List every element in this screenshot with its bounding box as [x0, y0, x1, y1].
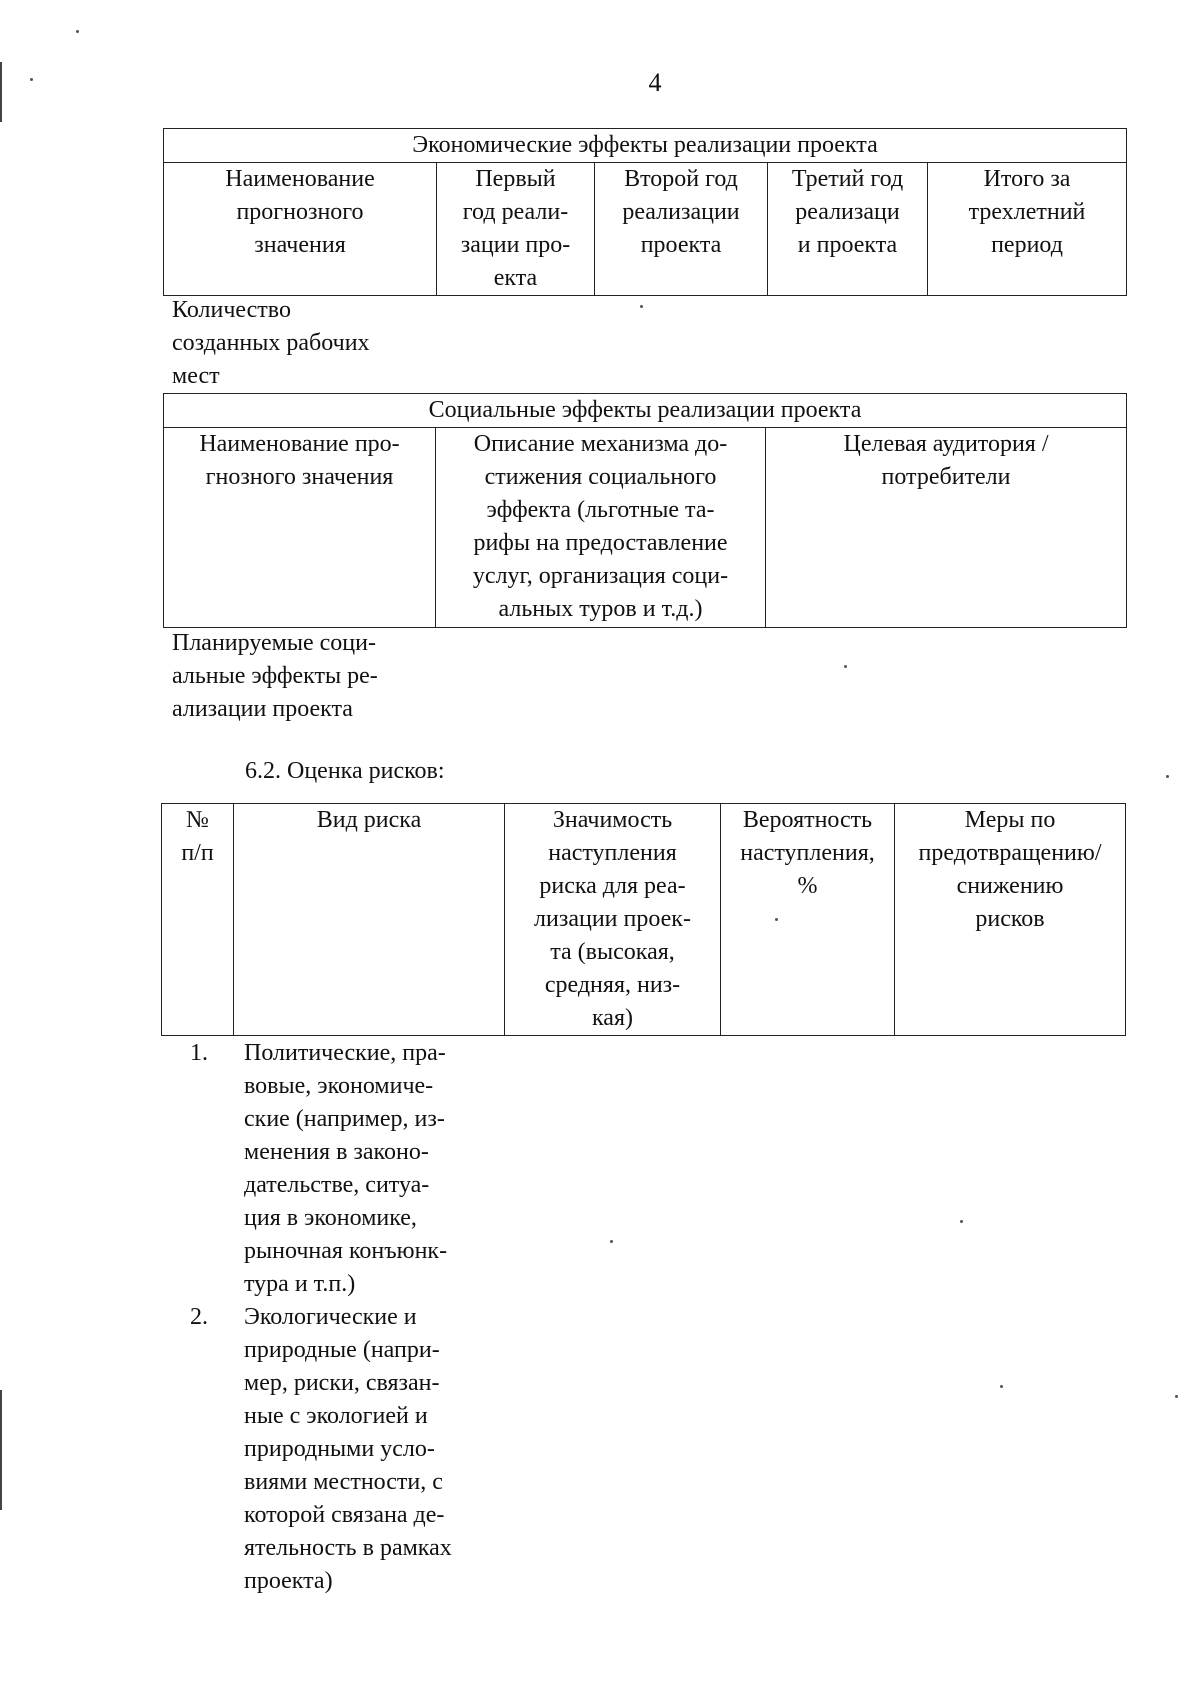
header-first-year: Первый год реали- зации про- екта — [437, 163, 595, 296]
scan-speck — [1166, 775, 1169, 778]
row-label-planned-social-effects: Планируемые соци- альные эффекты ре- ализации проекта — [172, 630, 378, 722]
scan-speck — [76, 30, 79, 33]
scan-speck — [960, 1220, 963, 1223]
scan-speck — [1175, 1395, 1178, 1398]
row-label-jobs-created: Количество созданных рабочих мест — [172, 297, 370, 389]
header-probability: Вероятность наступления, % — [721, 804, 895, 1036]
header-row-number: № п/п — [162, 804, 234, 1036]
header-forecast-name: Наименование прогнозного значения — [164, 163, 437, 296]
risk-row-political: Политические, пра- вовые, экономиче- ские (например, из- менения в законо- дательстве, ситуа- ция в экономике, рыночная конъюнк- тура и т.п.) — [244, 1040, 448, 1297]
section-heading-risk-assessment: 6.2. Оценка рисков: — [245, 758, 445, 784]
scan-edge-mark — [0, 1390, 2, 1510]
header-mechanism-description: Описание механизма до- стижения социального эффекта (льготные та- рифы на предоставление услуг, организация соци- альных туров и т.д.) — [436, 428, 766, 628]
header-forecast-name: Наименование про- гнозного значения — [164, 428, 436, 628]
header-mitigation-measures: Меры по предотвращению/ снижению рисков — [895, 804, 1126, 1036]
header-three-year-total: Итого за трехлетний период — [928, 163, 1127, 296]
social-effects-table — [163, 393, 1127, 628]
scan-speck — [640, 305, 643, 308]
economic-effects-table — [163, 128, 1127, 296]
risk-row-number: 2. — [190, 1304, 208, 1330]
economic-table-title: Экономические эффекты реализации проекта — [164, 129, 1127, 163]
risk-assessment-table — [161, 803, 1126, 1036]
header-second-year: Второй год реализации проекта — [595, 163, 768, 296]
scan-speck — [1000, 1385, 1003, 1388]
header-risk-type: Вид риска — [234, 804, 505, 1036]
risk-row-number: 1. — [190, 1040, 208, 1066]
page-number: 4 — [648, 68, 662, 97]
header-third-year: Третий год реализаци и проекта — [768, 163, 928, 296]
scan-speck — [844, 665, 847, 668]
header-target-audience: Целевая аудитория / потребители — [766, 428, 1127, 628]
social-table-title: Социальные эффекты реализации проекта — [164, 394, 1127, 428]
scan-speck — [610, 1240, 613, 1243]
header-risk-significance: Значимость наступления риска для реа- лизации проек- та (высокая, средняя, низ- кая) — [505, 804, 721, 1036]
risk-row-ecological: Экологические и природные (напри- мер, риски, связан- ные с экологией и природными усло- виями местности, с которой связана де- ятельность в рамках проекта) — [244, 1304, 452, 1594]
